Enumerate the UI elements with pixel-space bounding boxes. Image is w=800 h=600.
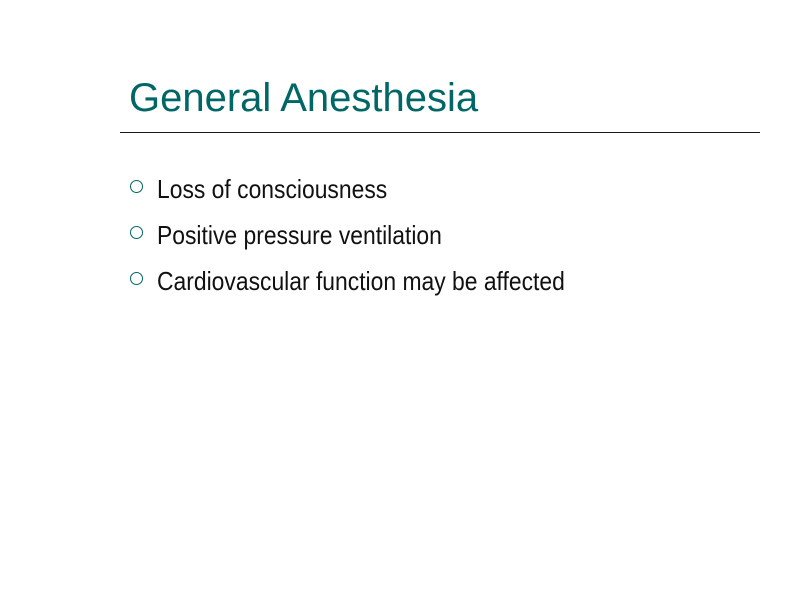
title-divider <box>120 132 760 133</box>
bullet-text: Loss of consciousness <box>157 173 388 204</box>
hollow-circle-icon <box>130 226 143 239</box>
bullet-item <box>130 258 620 304</box>
bullet-text: Cardiovascular function may be affected <box>157 265 565 296</box>
slide-title: General Anesthesia <box>129 76 479 120</box>
bullet-text: Positive pressure ventilation <box>157 219 442 250</box>
bullet-item <box>130 166 620 212</box>
bullet-list <box>130 166 620 304</box>
bullet-item <box>130 212 620 258</box>
hollow-circle-icon <box>130 180 143 193</box>
hollow-circle-icon <box>130 272 143 285</box>
